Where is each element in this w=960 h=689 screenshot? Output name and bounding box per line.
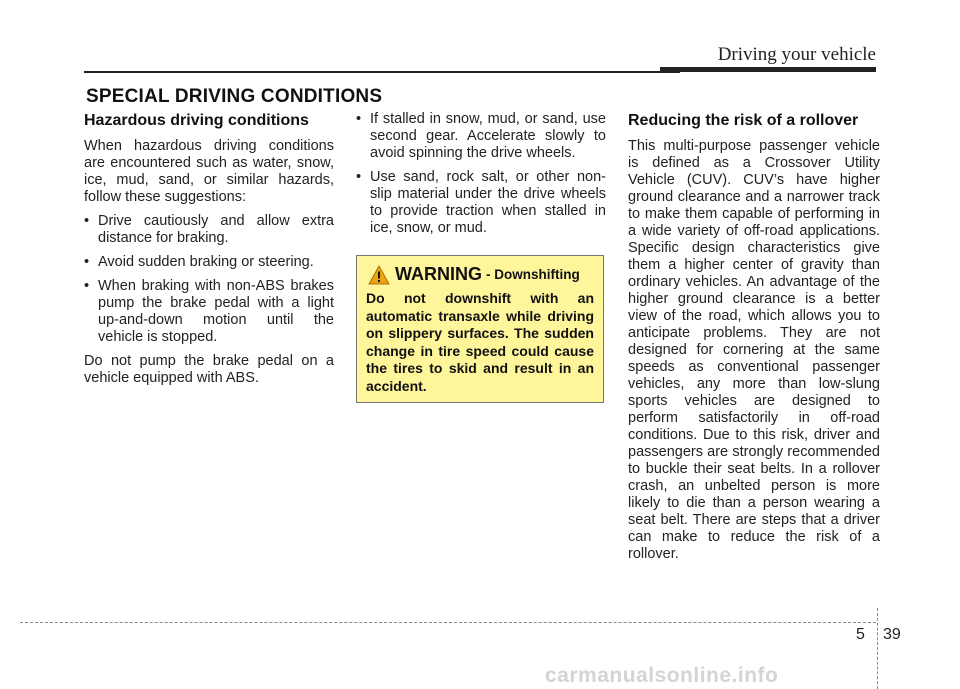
- list-item: [356, 111, 606, 162]
- warning-subtitle: - Downshifting: [486, 267, 580, 282]
- warning-triangle-icon: [368, 265, 390, 285]
- bullet-symbol: •: [356, 169, 362, 185]
- list-item-text: Avoid sudden braking or steering.: [98, 254, 314, 270]
- column-1: [84, 112, 334, 394]
- bullet-symbol: •: [84, 213, 90, 229]
- list-item: [84, 213, 334, 247]
- header-rule-accent: [660, 67, 876, 72]
- hazardous-heading: Hazardous driving conditions: [84, 112, 309, 129]
- hazardous-bullet-list: [84, 213, 334, 346]
- list-item: [356, 169, 606, 237]
- column-3: [628, 112, 880, 570]
- bullet-symbol: •: [84, 254, 90, 270]
- list-item-text: If stalled in snow, mud, or sand, use second gear. Accelerate slowly to avoid spinning the drive wheels.: [370, 111, 606, 161]
- list-item: [84, 278, 334, 346]
- chapter-number: 5: [856, 626, 865, 643]
- footer-divider: [877, 608, 878, 689]
- list-item-text: Drive cautiously and allow extra distance for braking.: [98, 213, 334, 246]
- rollover-body: This multi-purpose passenger vehicle is defined as a Crossover Utility Vehicle (CUV). CUV’s have higher ground clearance and a narrower track to make them capable of performing in a wide variety of off-road applications. Specific design characteristics give them a higher center of gravity than ordinary vehicles. An advantage of the higher ground clearance is a better view of the road, which allows you to anticipate problems. They are not designed for cornering at the same speeds as conventional passenger vehicles, any more than low-slung sports vehicles are designed to perform satisfactorily in off-road conditions. Due to this risk, driver and passengers are strongly recommended to buckle their seat belts. In a rollover crash, an unbelted person is more likely to die than a person wearing a seat belt. There are steps that a driver can make to reduce the risk of a rollover.: [628, 138, 880, 562]
- column-2: [356, 112, 606, 244]
- warning-body: Do not downshift with an automatic transaxle while driving on slippery surfaces. The sudden change in tire speed could cause the tires to skid and result in an accident.: [366, 290, 594, 394]
- header-rule: [84, 71, 680, 73]
- watermark: carmanualsonline.info: [545, 664, 779, 687]
- page-number: 39: [883, 626, 901, 643]
- bullet-symbol: •: [356, 111, 362, 127]
- header-title: Driving your vehicle: [717, 44, 876, 65]
- hazardous-intro: When hazardous driving conditions are encountered such as water, snow, ice, mud, sand, or similar hazards, follow these suggestions:: [84, 138, 334, 205]
- list-item-text: When braking with non-ABS brakes pump the brake pedal with a light up-and-down motion until the vehicle is stopped.: [98, 278, 334, 345]
- rollover-heading: Reducing the risk of a rollover: [628, 112, 859, 129]
- warning-header: [368, 264, 594, 285]
- list-item: [84, 254, 334, 271]
- section-title: SPECIAL DRIVING CONDITIONS: [86, 86, 383, 107]
- list-item-text: Use sand, rock salt, or other non-slip material under the drive wheels to provide traction when stalled in ice, snow, or mud.: [370, 169, 606, 236]
- warning-word: WARNING: [395, 264, 482, 284]
- hazardous-bullet-list-continued: [356, 111, 606, 237]
- warning-box: [356, 255, 604, 403]
- footer-rule: [20, 622, 876, 623]
- bullet-symbol: •: [84, 278, 90, 294]
- abs-note: Do not pump the brake pedal on a vehicle equipped with ABS.: [84, 353, 334, 386]
